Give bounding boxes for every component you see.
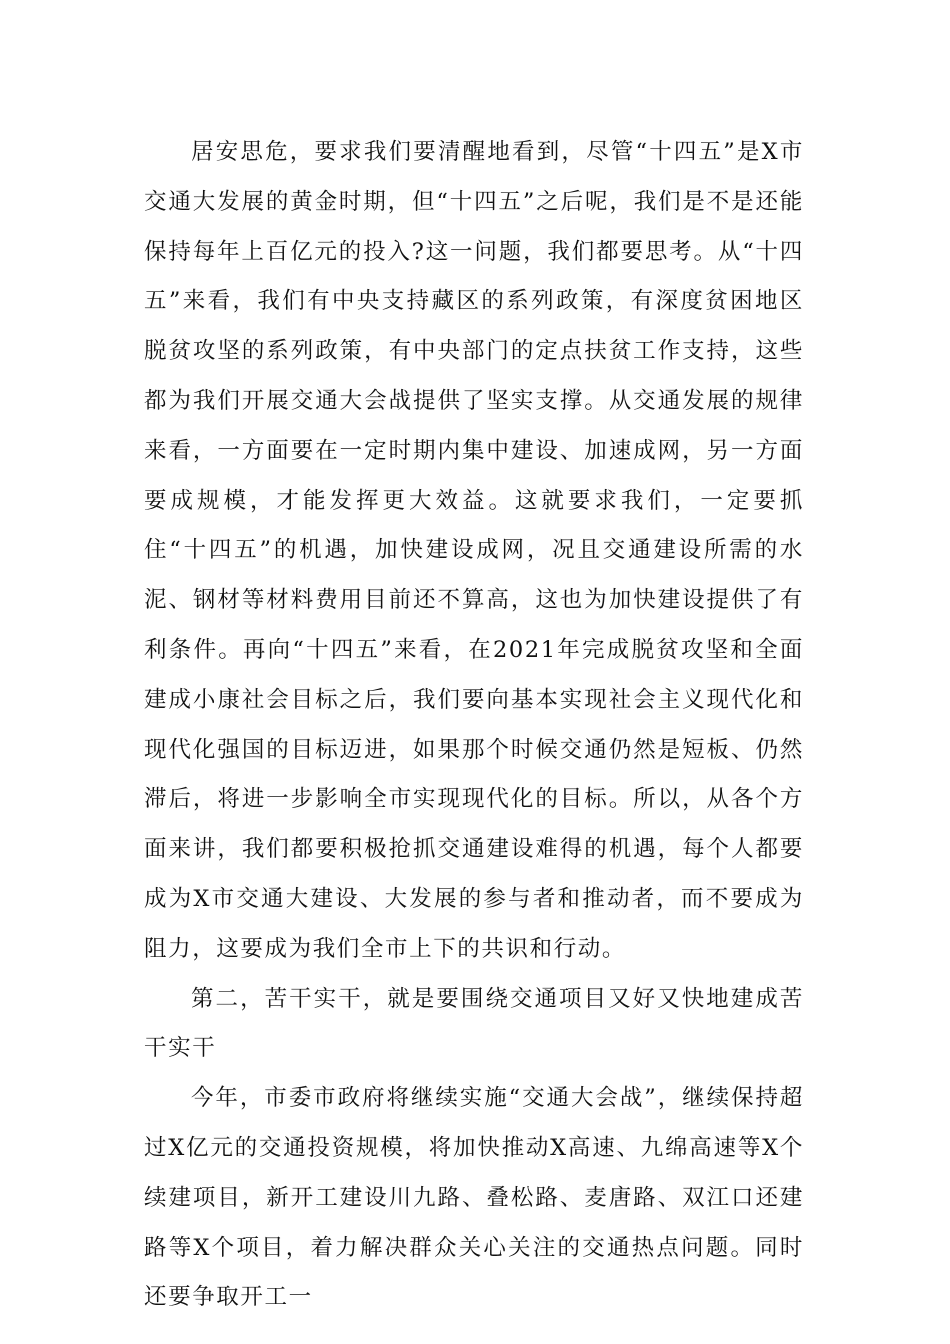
- paragraph-section-heading: 第二，苦干实干，就是要围绕交通项目又好又快地建成苦干实干: [144, 985, 804, 1062]
- paragraph-opportunity: 居安思危，要求我们要清醒地看到，尽管“十四五”是X市交通大发展的黄金时期，但“十四五”之后呢，我们是不是还能保持每年上百亿元的投入?这一问题，我们都要思考。从“十四五”来看，我们有中央支持藏区的系列政策，有深度贫困地区脱贫攻坚的系列政策，有中央部门的定点扶贫工作支持，这些都为我们开展交通大会战提供了坚实支撑。从交通发展的规律来看，一方面要在一定时期内集中建设、加速成网，另一方面要成规模，才能发挥更大效益。这就要求我们，一定要抓住“十四五”的机遇，加快建设成网，况且交通建设所需的水泥、钢材等材料费用目前还不算高，这也为加快建设提供了有利条件。再向“十四五”来看，在2021年完成脱贫攻坚和全面建成小康社会目标之后，我们要向基本实现社会主义现代化和现代化强国的目标迈进，如果那个时候交通仍然是短板、仍然滞后，将进一步影响全市实现现代化的目标。所以，从各个方面来讲，我们都要积极抢抓交通建设难得的机遇，每个人都要成为X市交通大建设、大发展的参与者和推动者，而不要成为阻力，这要成为我们全市上下的共识和行动。: [144, 139, 804, 962]
- document-body: [144, 128, 804, 1323]
- paragraph-this-year: 今年，市委市政府将继续实施“交通大会战”，继续保持超过X亿元的交通投资规模，将加快推动X高速、九绵高速等X个续建项目，新开工建设川九路、叠松路、麦唐路、双江口还建路等X个项目，着力解决群众关心关注的交通热点问题。同时还要争取开工一: [144, 1085, 804, 1311]
